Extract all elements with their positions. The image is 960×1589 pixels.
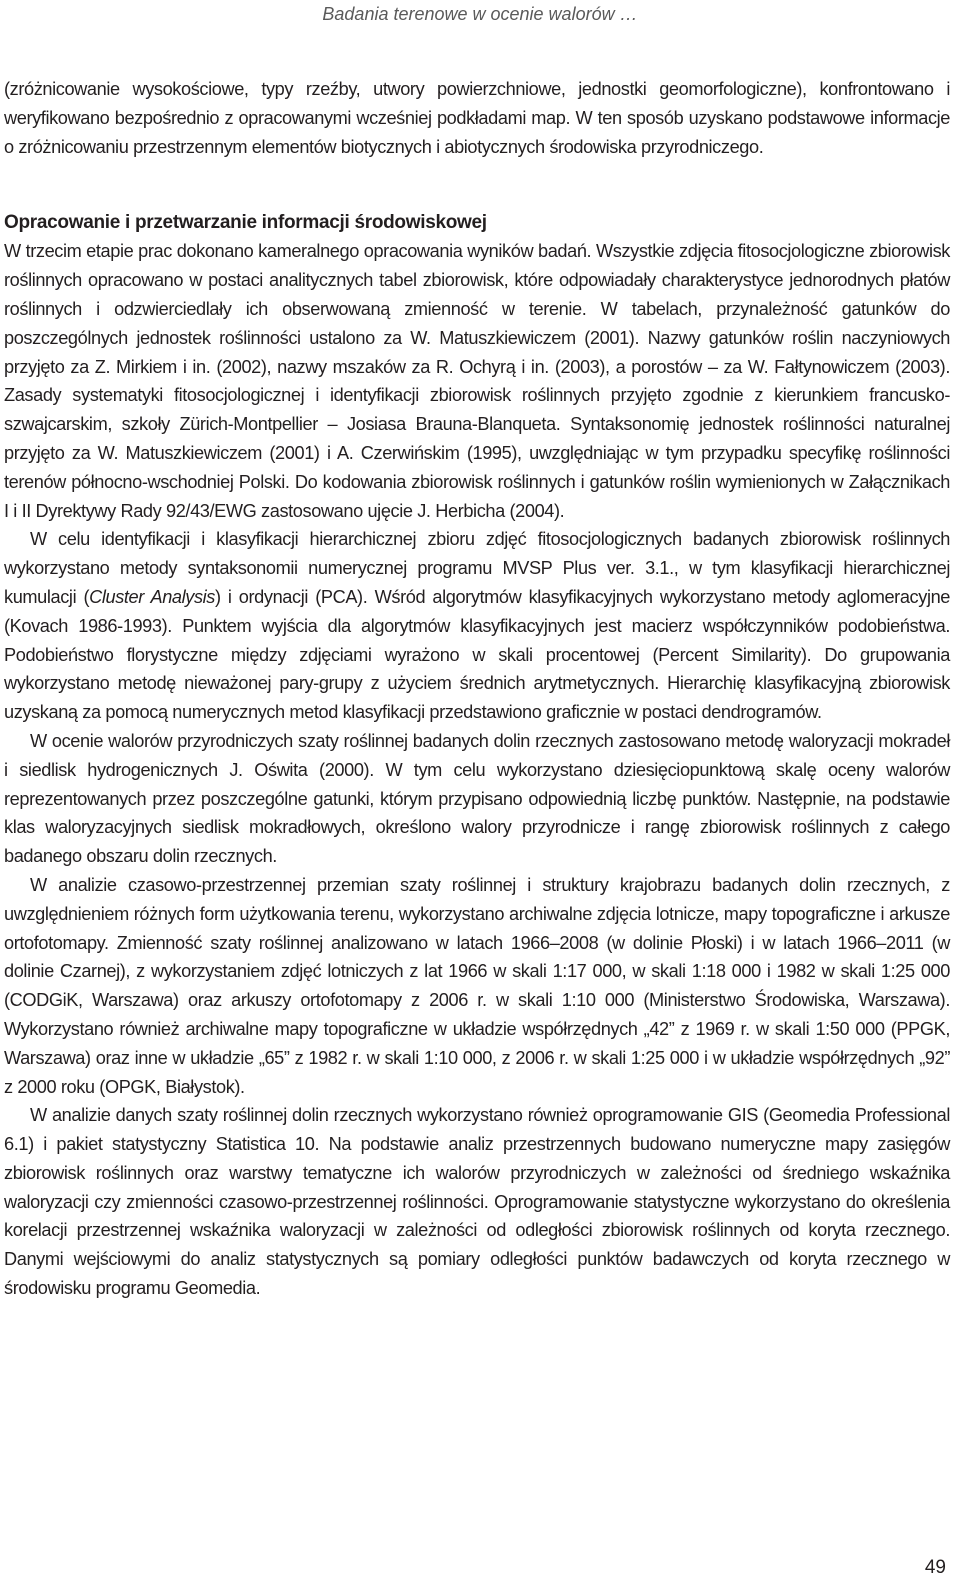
running-header: Badania terenowe w ocenie walorów … xyxy=(322,4,638,24)
paragraph-spatiotemporal: W analizie czasowo-przestrzennej przemian szaty roślinnej i struktury krajobrazu badanych dolin rzecznych, z uwzględnieniem różnych form użytkowania terenu, wykorzystano archiwalne zdjęcia lotnicze, mapy topograficzne i arkusze ortofotomapy. Zmienność szaty roślinnej analizowano w latach 1966–2008 (w dolinie Płoski) i w latach 1966–2011 (w dolinie Czarnej), z wykorzystaniem zdjęć lotniczych z lat 1966 w skali 1:17 000, w skali 1:18 000 i 1982 w skali 1:25 000 (CODGiK, Warszawa) oraz arkuszy ortofotomapy z 2006 r. w skali 1:10 000 (Ministerstwo Środowiska, Warszawa). Wykorzystano również archiwalne mapy topograficzne w układzie współrzędnych „42” z 1969 r. w skali 1:50 000 (PPGK, Warszawa) oraz inne w układzie „65” z 1982 r. w skali 1:10 000, z 2006 r. w skali 1:25 000 i w układzie współrzędnych „92” z 2000 roku (OPGK, Białystok). xyxy=(4,874,950,1097)
paragraph-valuation: W ocenie walorów przyrodniczych szaty roślinnej badanych dolin rzecznych zastosowano metodę waloryzacji mokradeł i siedlisk hydrogenicznych J. Oświta (2000). W tym celu wykorzystano dziesięciopunktową skalę oceny walorów reprezentowanych przez poszczególne gatunki, którym przypisano odpowiednią liczbę punktów. Następnie, na podstawie klas waloryzacyjnych siedlisk mokradłowych, określono walory przyrodnicze i rangę zbiorowisk roślinnych z całego badanego obszaru dolin rzecznych. xyxy=(4,730,950,867)
section-heading: Opracowanie i przetwarzanie informacji środowiskowej xyxy=(4,212,487,234)
page-body xyxy=(4,75,950,1303)
paragraph-third-stage: W trzecim etapie prac dokonano kameralnego opracowania wyników badań. Wszystkie zdjęcia fitosocjologiczne zbiorowisk roślinnych opracowano w postaci analitycznych tabel zbiorowisk, które odpowiadały charakterystyce jednorodnych płatów roślinnych i odzwierciedlały ich obserwowaną zmienność w terenie. W tabelach, przynależność gatunków do poszczególnych jednostek roślinności ustalono za W. Matuszkiewiczem (2001). Nazwy gatunków roślin naczyniowych przyjęto za Z. Mirkiem i in. (2002), nazwy mszaków za R. Ochyrą i in. (2003), a porostów – za W. Fałtynowiczem (2003). Zasady systematyki fitosocjologicznej i identyfikacji zbiorowisk roślinnych przyjęto zgodnie z kierunkiem francusko-szwajcarskim, szkoły Zürich-Montpellier – Josiasa Brauna-Blanqueta. Syntaksonomię jednostek roślinności naturalnej przyjęto za W. Matuszkiewiczem (2001) i A. Czerwińskim (1995), uwzględniając w tym przypadku specyfikę roślinności terenów północno-wschodniej Polski. Do kodowania zbiorowisk roślinnych i gatunków roślin wymienionych w Załącznikach I i II Dyrektywy Rady 92/43/EWG zastosowano ujęcie J. Herbicha (2004). xyxy=(4,241,950,521)
paragraph-classification xyxy=(4,525,950,727)
cluster-analysis-term: Cluster Analysis xyxy=(89,586,216,607)
page-number: 49 xyxy=(924,1557,946,1578)
paragraph-classification-text-2: ) i ordynacji (PCA). Wśród algorytmów klasyfikacyjnych wykorzystano metody aglomeracyjne (Kovach 1986-1993). Punktem wyjścia dla algorytmów klasyfikacyjnych jest macierz współczynników podobieństwa. Podobieństwo florystyczne między zdjęciami wyrażono w skali procentowej (Percent Similarity). Do grupowania wykorzystano metodę nieważonej pary-grupy z użyciem średnich arytmetycznych. Hierarchię klasyfikacyjną zbiorowisk uzyskaną za pomocą numerycznych metod klasyfikacji przedstawiono graficznie w postaci dendrogramów. xyxy=(4,586,951,723)
paragraph-gis: W analizie danych szaty roślinnej dolin rzecznych wykorzystano również oprogramowanie GIS (Geomedia Professional 6.1) i pakiet statystyczny Statistica 10. Na podstawie analiz przestrzennych budowano numeryczne mapy zasięgów zbiorowisk roślinnych oraz warstwy tematyczne ich walorów przyrodniczych w zależności od średniego wskaźnika waloryzacji czy zmienności czasowo-przestrzennej roślinności. Oprogramowanie statystyczne wykorzystano do określenia korelacji przestrzennej wskaźnika waloryzacji w zależności od odległości zbiorowisk roślinnych od koryta rzecznego. Danymi wejściowymi do analiz statystycznych są pomiary odległości punktów badawczych od koryta rzecznego w środowisku programu Geomedia. xyxy=(4,1105,950,1299)
intro-paragraph: (zróżnicowanie wysokościowe, typy rzeźby, utwory powierzchniowe, jednostki geomorfologiczne), konfrontowano i weryfikowano bezpośrednio z opracowanymi wcześniej podkładami map. W ten sposób uzyskano podstawowe informacje o zróżnicowaniu przestrzennym elementów biotycznych i abiotycznych środowiska przyrodniczego. xyxy=(4,79,950,157)
paragraph-classification-text-1: W celu identyfikacji i klasyfikacji hierarchicznej zbioru zdjęć fitosocjologicznych badanych zbiorowisk roślinnych wykorzystano metody syntaksonomii numerycznej programu MVSP Plus ver. 3.1., w tym klasyfikacji hierarchicznej kumulacji ( xyxy=(4,529,950,607)
